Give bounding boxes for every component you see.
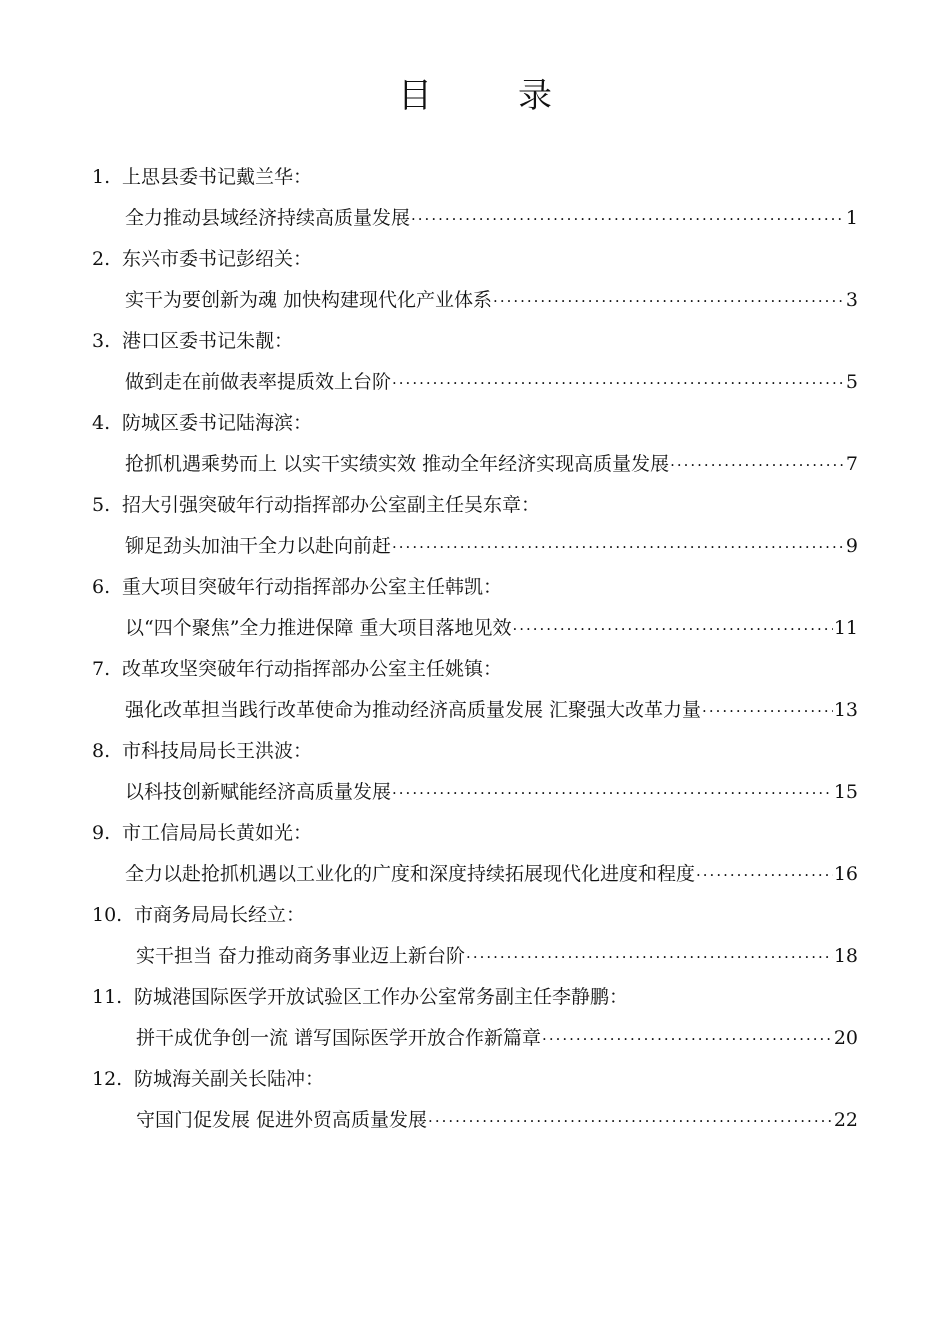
toc-entry-line[interactable] [125,613,858,643]
toc-entry-page-number: 18 [833,945,858,967]
toc-entry-number: 4. [92,412,111,434]
dot-leader [392,368,845,398]
toc-list [0,158,950,1142]
toc-entry-number: 3. [92,330,111,352]
toc-entry[interactable] [0,650,950,732]
dot-leader [466,942,833,972]
toc-entry-page-number: 3 [845,289,858,311]
toc-entry-subtitle: 以科技创新赋能经济高质量发展 [125,781,392,803]
toc-entry-line[interactable] [125,859,858,889]
toc-entry-number: 1. [92,166,111,188]
toc-entry-heading-text: 市商务局局长经立： [134,904,306,926]
toc-entry-heading-text: 防城港国际医学开放试验区工作办公室常务副主任李静鹏： [134,986,629,1008]
toc-entry-page-number: 9 [845,535,858,557]
toc-entry[interactable] [0,978,950,1060]
toc-entry-heading-text: 改革攻坚突破年行动指挥部办公室主任姚镇： [122,658,503,680]
dot-leader [512,614,832,644]
dot-leader [392,778,833,808]
toc-entry-subtitle: 以“四个聚焦”全力推进保障 重大项目落地见效 [125,617,512,639]
toc-entry-heading [92,572,502,602]
toc-entry-page-number: 11 [833,617,858,639]
toc-entry-page-number: 13 [833,699,858,721]
toc-entry-line[interactable] [125,777,858,807]
toc-entry[interactable] [0,158,950,240]
toc-entry-heading-text: 防城区委书记陆海滨： [122,412,313,434]
toc-entry-heading [92,408,312,438]
toc-entry[interactable] [0,486,950,568]
dot-leader [428,1106,833,1136]
toc-entry-number: 11. [92,986,123,1008]
toc-entry-heading-text: 招大引强突破年行动指挥部办公室副主任吴东章： [122,494,541,516]
toc-entry-number: 8. [92,740,111,762]
toc-entry[interactable] [0,814,950,896]
toc-entry[interactable] [0,322,950,404]
toc-entry-heading [92,490,540,520]
toc-entry-subtitle: 守国门促发展 促进外贸高质量发展 [136,1109,428,1131]
toc-entry-line[interactable] [136,941,858,971]
toc-entry[interactable] [0,404,950,486]
toc-entry-number: 6. [92,576,111,598]
toc-entry-number: 9. [92,822,111,844]
toc-entry-heading [92,326,293,356]
dot-leader [392,532,845,562]
toc-entry-heading [92,1064,324,1094]
toc-entry-subtitle: 实干为要创新为魂 加快构建现代化产业体系 [125,289,493,311]
toc-entry-number: 12. [92,1068,123,1090]
toc-entry-line[interactable] [125,285,858,315]
toc-entry-subtitle: 全力以赴抢抓机遇以工业化的广度和深度持续拓展现代化进度和程度 [125,863,696,885]
toc-entry-subtitle: 拼干成优争创一流 谱写国际医学开放合作新篇章 [136,1027,542,1049]
dot-leader [493,286,845,316]
toc-entry-heading [92,162,312,192]
toc-entry-line[interactable] [125,695,858,725]
toc-entry[interactable] [0,732,950,814]
toc-entry-page-number: 16 [833,863,858,885]
dot-leader [542,1024,833,1054]
toc-entry-line[interactable] [125,367,858,397]
toc-entry-line[interactable] [125,531,858,561]
toc-entry-line[interactable] [125,449,858,479]
toc-entry-line[interactable] [136,1105,858,1135]
toc-entry-heading [92,244,312,274]
toc-entry-number: 5. [92,494,111,516]
dot-leader [670,450,845,480]
toc-entry-line[interactable] [136,1023,858,1053]
toc-entry[interactable] [0,1060,950,1142]
toc-entry-heading [92,736,312,766]
toc-entry-line[interactable] [125,203,858,233]
toc-entry[interactable] [0,896,950,978]
toc-entry-number: 7. [92,658,111,680]
toc-entry-heading [92,654,502,684]
toc-entry-page-number: 22 [833,1109,858,1131]
page-title: 目 录 [398,76,578,116]
toc-entry[interactable] [0,240,950,322]
toc-entry-heading [92,982,628,1012]
toc-entry-subtitle: 铆足劲头加油干全力以赴向前赶 [125,535,392,557]
dot-leader [411,204,845,234]
toc-entry-number: 10. [92,904,123,926]
toc-entry-heading-text: 市科技局局长王洪波： [122,740,313,762]
dot-leader [702,696,833,726]
toc-entry-heading [92,818,312,848]
toc-entry-number: 2. [92,248,111,270]
toc-entry-subtitle: 强化改革担当践行改革使命为推动经济高质量发展 汇聚强大改革力量 [125,699,702,721]
toc-entry-page-number: 20 [833,1027,858,1049]
toc-entry-heading-text: 港口区委书记朱靓： [122,330,294,352]
toc-entry-page-number: 5 [845,371,858,393]
toc-entry-heading-text: 防城海关副关长陆冲： [134,1068,325,1090]
toc-entry-subtitle: 抢抓机遇乘势而上 以实干实绩实效 推动全年经济实现高质量发展 [125,453,670,475]
toc-entry-page-number: 1 [845,207,858,229]
dot-leader [696,860,833,890]
toc-entry[interactable] [0,568,950,650]
toc-entry-page-number: 7 [845,453,858,475]
toc-entry-page-number: 15 [833,781,858,803]
toc-entry-heading-text: 市工信局局长黄如光： [122,822,313,844]
toc-entry-heading [92,900,305,930]
toc-entry-subtitle: 实干担当 奋力推动商务事业迈上新台阶 [136,945,466,967]
toc-entry-heading-text: 东兴市委书记彭绍关： [122,248,313,270]
toc-entry-subtitle: 做到走在前做表率提质效上台阶 [125,371,392,393]
toc-entry-subtitle: 全力推动县域经济持续高质量发展 [125,207,411,229]
toc-entry-heading-text: 上思县委书记戴兰华： [122,166,313,188]
toc-entry-heading-text: 重大项目突破年行动指挥部办公室主任韩凯： [122,576,503,598]
